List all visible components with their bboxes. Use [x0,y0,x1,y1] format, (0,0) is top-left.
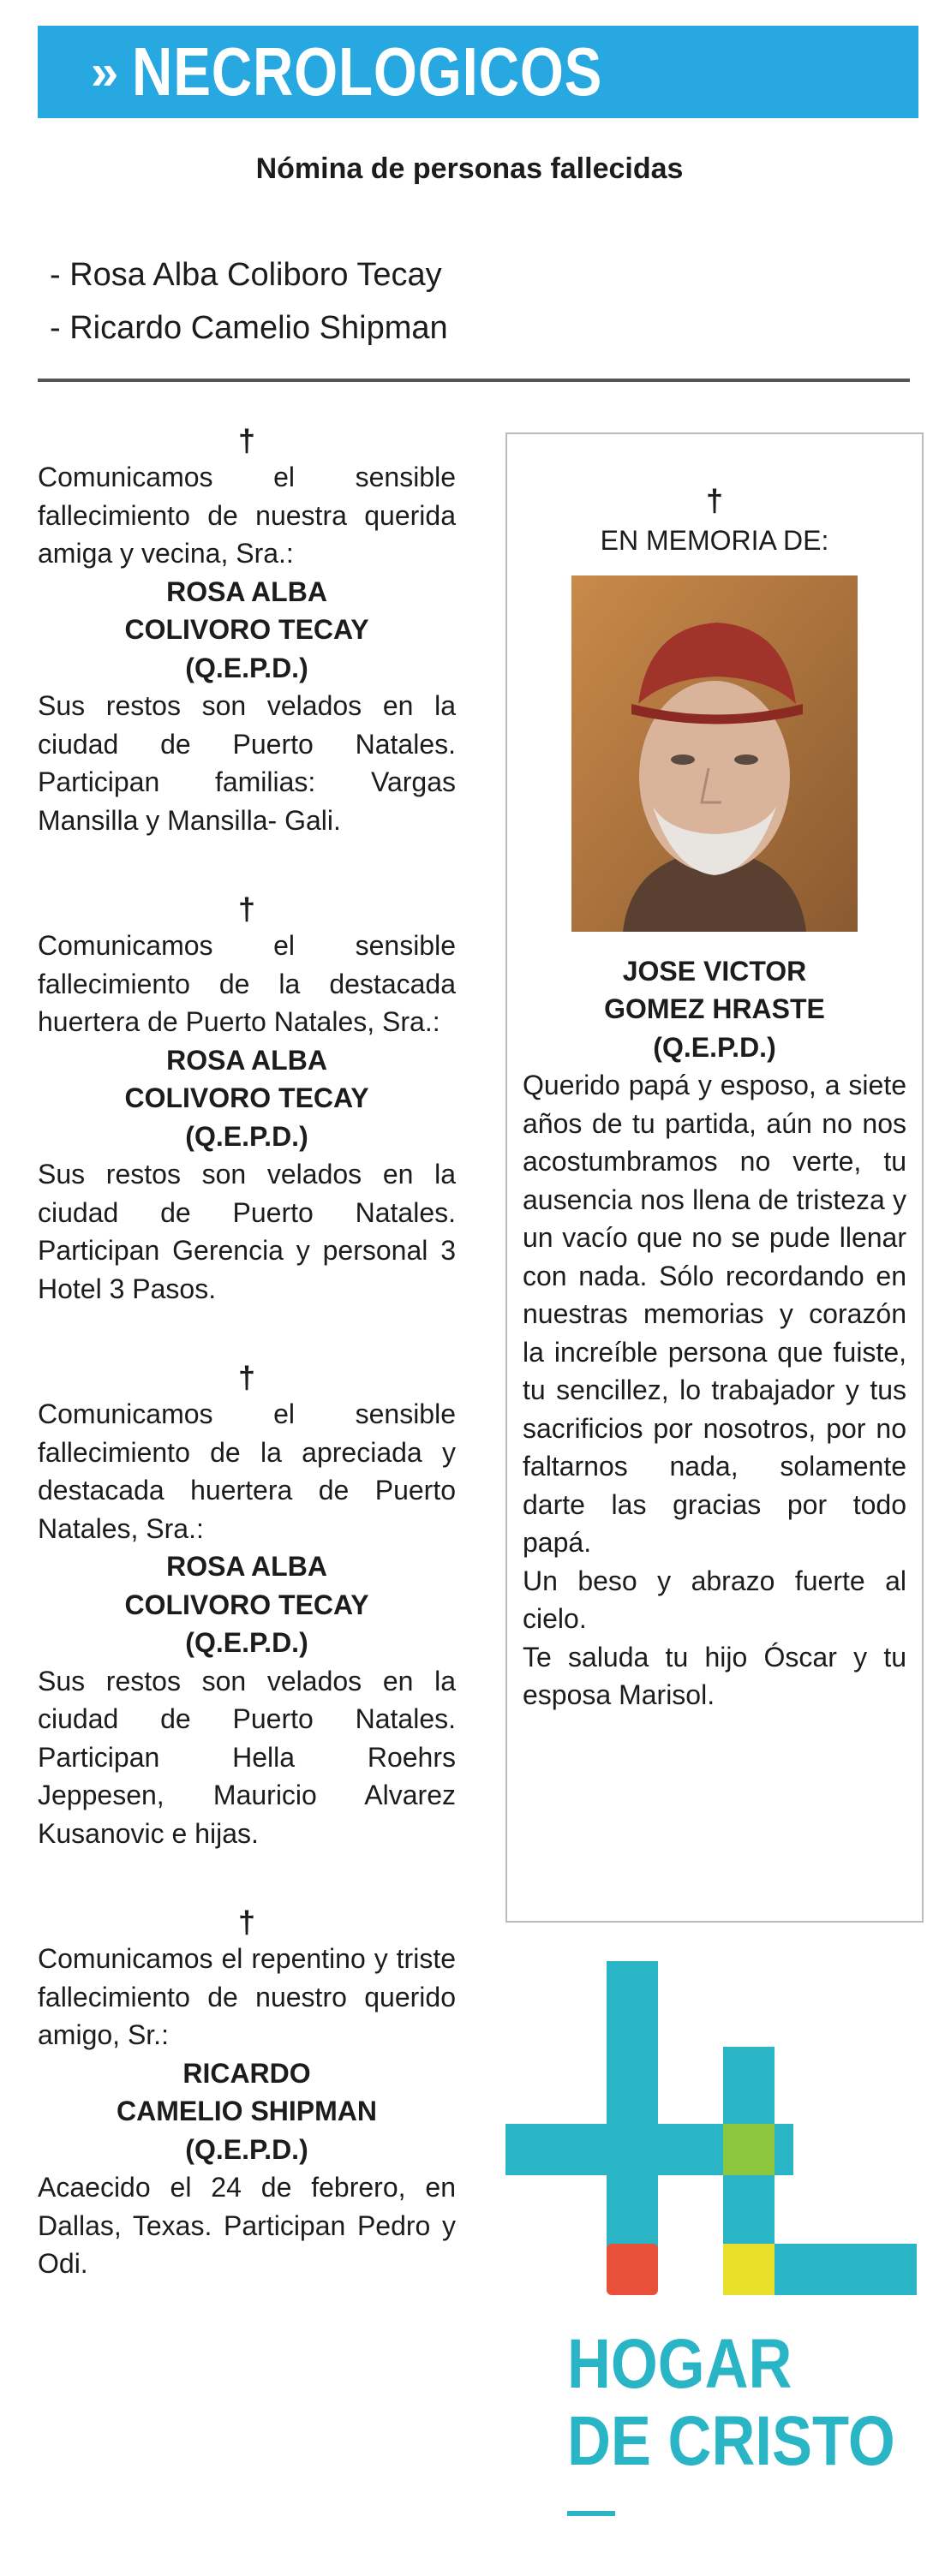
memorial-closing: Un beso y abrazo fuerte al cielo. [523,1565,906,1634]
deceased-name: COLIVORO TECAY [124,1082,369,1113]
divider [38,379,910,382]
notice-intro: Comunicamos el sensible fallecimiento de la destacada huertera de Puerto Natales, Sra.: [38,930,456,1037]
section-title: NECROLOGICOS [132,33,603,110]
deceased-name: COLIVORO TECAY [124,1589,369,1620]
logo-mark-icon [505,1961,917,2364]
death-notice [38,424,456,839]
deceased-name: COLIVORO TECAY [124,614,369,645]
hogar-de-cristo-logo [505,1961,917,2537]
cross-icon: † [705,483,724,518]
qepd-label: (Q.E.P.D.) [653,1031,776,1063]
notice-body: Sus restos son velados en la ciudad de Puerto Natales. Participan Hella Roehrs Jeppesen, Mauricio Alvarez Kusanovic e hijas. [38,1665,456,1849]
list-item: - Ricardo Camelio Shipman [50,310,448,346]
deceased-name: ROSA ALBA [166,1551,327,1582]
deceased-name: ROSA ALBA [166,575,327,607]
qepd-label: (Q.E.P.D.) [185,2133,308,2165]
cross-icon: † [237,891,256,927]
deceased-list [50,248,448,355]
portrait-photo [571,575,858,932]
deceased-name: CAMELIO SHIPMAN [117,2096,377,2126]
memorial-signature: Te saluda tu hijo Óscar y tu esposa Marisol. [523,1641,906,1710]
notice-body: Acaecido el 24 de febrero, en Dallas, Texas. Participan Pedro y Odi. [38,2172,456,2279]
logo-text-line2: DE CRISTO [567,2402,895,2480]
logo-underline [567,2511,615,2516]
double-chevron-icon: » [91,44,114,100]
death-notice [38,1905,456,2283]
logo-text-line1: HOGAR [567,2325,792,2403]
qepd-label: (Q.E.P.D.) [185,652,308,683]
list-item: - Rosa Alba Coliboro Tecay [50,257,442,293]
cross-icon: † [237,1905,256,1940]
memorial-box [505,432,924,1923]
memorial-heading: EN MEMORIA DE: [600,525,829,556]
deceased-name: RICARDO [182,2057,311,2089]
notice-intro: Comunicamos el sensible fallecimiento de nuestra querida amiga y vecina, Sra.: [38,462,456,569]
notices-column [38,424,456,2336]
qepd-label: (Q.E.P.D.) [185,1120,308,1152]
cross-icon: † [237,1360,256,1395]
death-notice [38,1361,456,1852]
qepd-label: (Q.E.P.D.) [185,1627,308,1658]
deceased-name: GOMEZ HRASTE [604,993,825,1024]
memorial-message: Querido papá y esposo, a siete años de tu partida, aún no nos acostumbramos no verte, tu ausencia nos llena de tristeza y un vacío que no se pude llenar con nada. Sólo recordando en nuestras memorias y corazón la increíble persona que fuiste, tu sencillez, lo trabajador y tus sacrificios por nosotros, por no faltarnos nada, solamente darte las gracias por todo papá. [523,1070,906,1558]
notice-body: Sus restos son velados en la ciudad de Puerto Natales. Participan familias: Vargas Mansilla y Mansilla- Gali. [38,690,456,836]
subtitle: Nómina de personas fallecidas [255,152,684,185]
notice-intro: Comunicamos el sensible fallecimiento de la apreciada y destacada huertera de Puerto Natales, Sra.: [38,1398,456,1544]
deceased-name: JOSE VICTOR [622,955,807,987]
cross-icon: † [237,423,256,458]
notice-body: Sus restos son velados en la ciudad de Puerto Natales. Participan Gerencia y personal 3 Hotel 3 Pasos. [38,1159,456,1304]
death-notice [38,892,456,1308]
notice-intro: Comunicamos el repentino y triste fallecimiento de nuestro querido amigo, Sr.: [38,1943,456,2050]
section-banner [38,26,918,118]
deceased-name: ROSA ALBA [166,1044,327,1076]
